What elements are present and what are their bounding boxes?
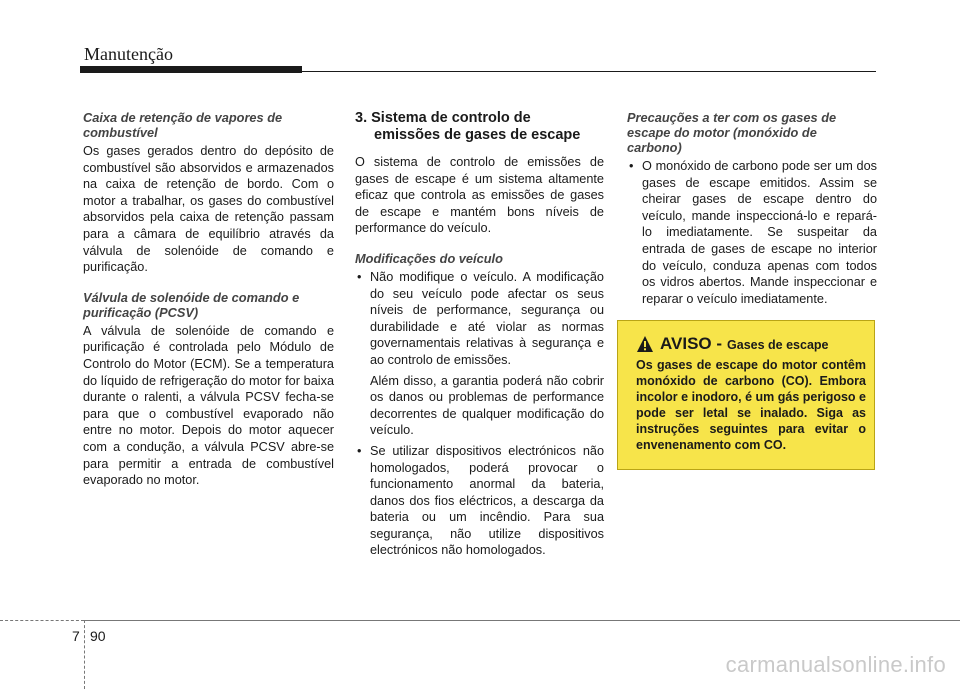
column-right xyxy=(627,110,877,307)
bullet-text: O monóxido de carbono pode ser um dos gases de escape emitidos. Assim se cheirar gases de escape dentro do veículo, mande inspeccioná-lo e repará-lo imediatamente. Se suspeitar da entrada de gases de escape no interior do veículo, conduza apenas com todos os vidros abertos. Mande inspeccionar e reparar o veículo imediatamente. xyxy=(642,159,877,306)
footer-vertical-rule xyxy=(84,620,85,689)
footer-rule-dashed xyxy=(0,620,84,621)
bullet-dot: • xyxy=(629,159,634,173)
bullet-dot: • xyxy=(357,443,362,458)
header-rule xyxy=(302,71,876,72)
chapter-number: 7 xyxy=(72,628,80,644)
page-number: 90 xyxy=(90,628,106,644)
pcsv-text: A válvula de solenóide de comando e purificação é controlada pelo Módulo de Controlo do Motor (ECM). Se a temperatura do líquido de refrigeração do motor for baixa durante o ralenti, a válvula PCSV fecha-se para que o combustível evaporado não entre no motor. Depois do motor aquecer com a condução, a válvula PCSV abre-se para permitir a entrada de combustível evaporado no motor. xyxy=(83,323,334,488)
warning-box xyxy=(617,320,875,470)
section-title-modifications: Modificações do veículo xyxy=(355,250,503,266)
section-title-line: Caixa de retenção de vapores de xyxy=(83,110,283,125)
bullet-carbon-monoxide xyxy=(627,158,877,307)
bullet-text: Se utilizar dispositivos electrónicos não homologados, poderá provocar o funcionamento anormal da bateria, danos dos fios eléctricos, a descarga da bateria ou um incêndio. Para sua segurança, não utilize dispositivos electrónicos não homologados. xyxy=(370,443,604,558)
bullet-modification xyxy=(355,269,604,369)
section-title-line: Precauções a ter com os gases de xyxy=(627,110,837,125)
section-title-co-precautions xyxy=(627,110,877,155)
section-title-line: carbono) xyxy=(627,140,682,155)
section-heading-emissions xyxy=(355,110,604,144)
heading-line: emissões de gases de escape xyxy=(374,127,581,143)
section-title-pcsv xyxy=(83,290,334,320)
bullet-dot: • xyxy=(357,269,362,284)
footer-rule xyxy=(84,620,960,621)
section-title-line: Válvula de solenóide de comando e xyxy=(83,289,300,305)
column-middle xyxy=(355,110,604,559)
warning-label: AVISO - xyxy=(660,334,723,353)
section-title-line: purificação (PCSV) xyxy=(83,304,199,320)
header-title: Manutenção xyxy=(84,44,173,64)
watermark: carmanualsonline.info xyxy=(725,652,946,677)
warning-header xyxy=(636,335,829,353)
heading-line: 3. Sistema de controlo de xyxy=(355,110,531,126)
warning-triangle-icon xyxy=(636,335,654,353)
bullet-electronic-devices xyxy=(355,443,604,559)
emissions-intro: O sistema de controlo de emissões de gases de escape é um sistema altamente eficaz que controla as emissões de gases de escape e mantém bons níveis de performance do veículo. xyxy=(355,155,604,236)
bullet-modification-continued: Além disso, a garantia poderá não cobrir os danos ou problemas de performance decorrentes de qualquer modificação do veículo. xyxy=(370,373,604,438)
section-title-line: combustível xyxy=(83,125,158,140)
warning-subtitle: Gases de escape xyxy=(727,338,829,352)
header-bar xyxy=(80,66,302,73)
vapor-canister-text: Os gases gerados dentro do depósito de combustível são absorvidos e armazenados na caixa de retenção de bordo. Com o motor a trabalhar, os gases do combustível absorvidos pela caixa de retenção passam para a câmara de equilíbrio através da válvula de solenóide de comando e purificação. xyxy=(83,144,334,275)
section-title-line: escape do motor (monóxido de xyxy=(627,125,817,140)
section-title-vapor-canister xyxy=(83,110,334,140)
bullet-text: Não modifique o veículo. A modificação do seu veículo pode afectar os seus níveis de performance, segurança ou durabilidade e até violar as normas governamentais relativas à segurança e ao controlo de emissões. xyxy=(370,269,604,367)
column-left xyxy=(83,110,334,489)
warning-text: Os gases de escape do motor contêm monóxido de carbono (CO). Embora incolor e inodoro, é um gás perigoso e pode ser letal se inalado. Siga as instruções seguintes para evitar o envenenamento com CO. xyxy=(636,358,866,452)
